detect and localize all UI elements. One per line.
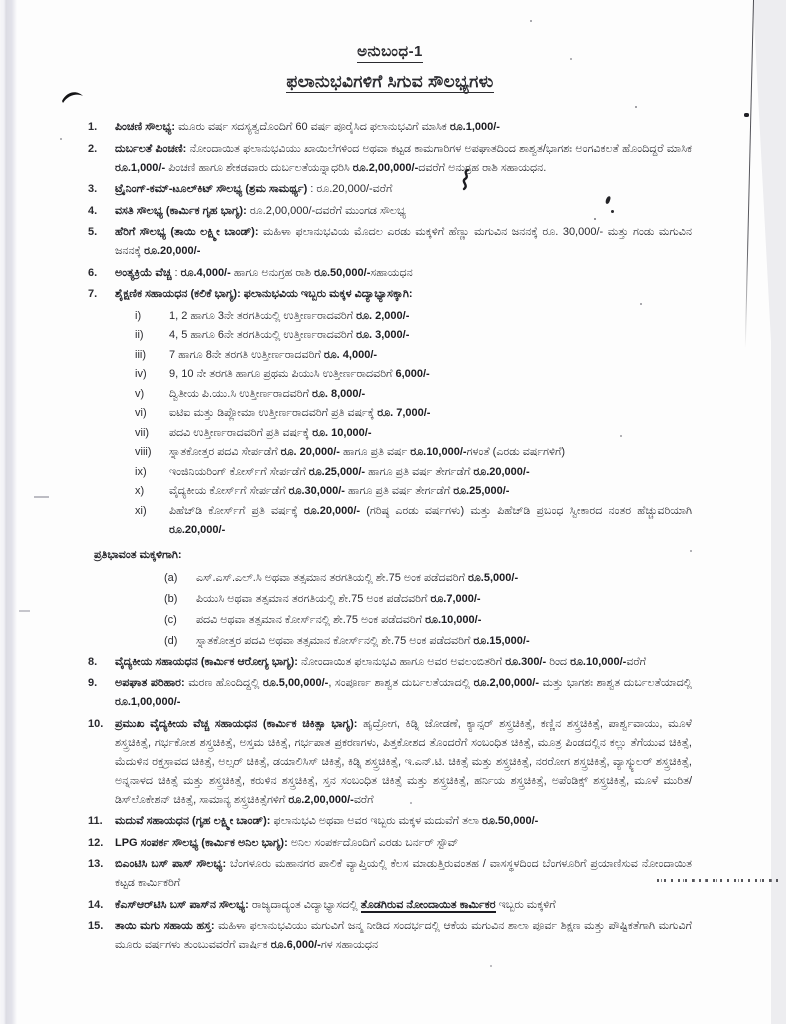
document-title: ಅನುಬಂಧ-1 [357,42,423,63]
item-marker: (c) [164,613,177,626]
list-item [88,202,692,221]
item-marker: vii) [135,426,150,439]
item-marker: iv) [135,368,147,380]
item-marker: 12. [88,836,104,849]
list-item [88,590,692,609]
item-text: ಪದವಿ ಅಥವಾ ತತ್ಸಮಾನ ಕೋರ್ಸ್‌ನಲ್ಲಿ ಶೇ.75 ಅಂಕ ಪಡೆದವರಿಗೆ ರೂ.10,000/- [196,613,482,626]
item-marker: 10. [88,717,104,730]
scan-left-edge [0,0,17,1024]
list-item [88,502,692,540]
item-marker: (d) [164,634,178,647]
item-marker: (b) [164,592,178,605]
document-subtitle-wrap [88,72,692,94]
title-block [88,42,692,94]
list-item [88,632,692,651]
item-marker: 14. [88,898,104,911]
item-text: ದುರ್ಬಲತೆ ಪಿಂಚಣಿ: ನೋಂದಾಯಿತ ಫಲಾನುಭವಿಯು ಖಾಯಿಲೆಗಳಿಂದ ಅಥವಾ ಕಟ್ಟಡ ಕಾಮಗಾರಿಗಳ ಅಪಘಾತದಿಂದ ಶಾಶ್ವತ/ಭಾಗಶಃ ಅಂಗವಿಕಲತೆ ಹೊಂದಿದ್ದರೆ ಮಾಸಿಕ ರೂ.1,000/- ಪಿಂಚಣಿ ಹಾಗೂ ಶೇಕಡವಾರು ದುರ್ಬಲತೆಯನ್ನಾಧರಿಸಿ ರೂ.2,00,000/-ದವರೆಗೆ ಅನುಗ್ರಹ ರಾಶಿ ಸಹಾಯಧನ. [115,142,692,174]
item-marker: 13. [88,858,104,870]
scan-dash-artifact [19,610,30,612]
item-marker: x) [135,485,145,497]
list-item [88,812,692,831]
item-marker: ii) [135,329,144,341]
document-body [88,42,692,958]
item-text: ಹೆರಿಗೆ ಸೌಲಭ್ಯ (ತಾಯಿ ಲಕ್ಷ್ಮೀ ಬಾಂಡ್): ಮಹಿಳಾ ಫಲಾನುಭವಿಯ ಮೊದಲ ಎರಡು ಮಕ್ಕಳಿಗೆ ಹೆಣ್ಣು ಮಗುವಿನ ಜನನಕ್ಕೆ ರೂ. 30,000/- ಮತ್ತು ಗಂಡು ಮಗುವಿನ ಜನನಕ್ಕೆ ರೂ.20,000/- [115,226,692,257]
paper-edge-line [744,0,754,348]
scan-dots-artifact [657,879,779,882]
item-text: ಮದುವೆ ಸಹಾಯಧನ (ಗೃಹ ಲಕ್ಷ್ಮೀ ಬಾಂಡ್): ಫಲಾನುಭವಿ ಅಥವಾ ಅವರ ಇಬ್ಬರು ಮಕ್ಕಳ ಮದುವೆಗೆ ತಲಾ ರೂ.50,000/- [115,815,539,827]
item-text: 7 ಹಾಗೂ 8ನೇ ತರಗತಿ ಉತ್ತೀರ್ಣರಾದವರಿಗೆ ರೂ. 4,000/- [169,348,378,361]
item-text: 4, 5 ಹಾಗೂ 6ನೇ ತರಗತಿಯಲ್ಲಿ ಉತ್ತೀರ್ಣರಾದವರಿಗೆ ರೂ. 3,000/- [169,329,410,341]
list-item [88,424,692,443]
item-text: ಶೈಕ್ಷಣಿಕ ಸಹಾಯಧನ (ಕಲಿಕೆ ಭಾಗ್ಯ): ಫಲಾನುಭವಿಯ ಇಬ್ಬರು ಮಕ್ಕಳ ವಿದ್ಯಾಭ್ಯಾಸಕ್ಕಾಗಿ: [115,288,413,300]
list-item [88,118,692,137]
item-marker: xi) [135,504,147,517]
item-marker: 2. [88,142,98,155]
list-item [88,223,692,261]
item-marker: (a) [164,571,178,584]
item-marker: 1. [88,121,98,133]
list-item [88,307,692,326]
item-text: ಬಿಎಂಟಿಸಿ ಬಸ್ ಪಾಸ್ ಸೌಲಭ್ಯ: ಬೆಂಗಳೂರು ಮಹಾನಗರ ಪಾಲಿಕೆ ವ್ಯಾಪ್ತಿಯಲ್ಲಿ ಕೆಲಸ ಮಾಡುತ್ತಿರುವಂತಹ / ವಾಸಸ್ಥಳದಿಂದ ಬೆಂಗಳೂರಿಗೆ ಪ್ರಯಾಣಿಸುವ ನೋಂದಾಯಿತ ಕಟ್ಟಡ ಕಾರ್ಮಿಕರಿಗೆ [115,858,692,889]
item-text: ಐಟಿಐ ಮತ್ತು ಡಿಪ್ಲೋಮಾ ಉತ್ತೀರ್ಣರಾದವರಿಗೆ ಪ್ರತಿ ವರ್ಷಕ್ಕೆ ರೂ. 7,000/- [169,407,431,419]
item-marker: iii) [135,348,146,361]
list-item [88,346,692,365]
item-marker: 7. [88,288,98,300]
list-item [88,482,692,501]
scan-dot-artifact [744,113,749,117]
list-item [88,285,692,304]
scan-right-wedge [753,0,771,342]
item-marker: vi) [135,407,147,419]
scan-speckle-noise [530,20,532,22]
pen-dot-mark [611,210,614,213]
list-item [88,674,692,712]
list-item [88,463,692,482]
list-item [88,653,692,672]
item-marker: 3. [88,183,98,195]
list-item [88,896,692,915]
list-item [88,834,692,853]
item-text: LPG ಸಂಪರ್ಕ ಸೌಲಭ್ಯ (ಕಾರ್ಮಿಕ ಅನಿಲ ಭಾಗ್ಯ): ಅನಿಲ ಸಂಪರ್ಕದೊಂದಿಗೆ ಎರಡು ಬರ್ನರ್ ಸ್ಟೌವ್ [115,836,459,849]
item-text: ಕೆಎಸ್‌ಆರ್‌ಟಿಸಿ ಬಸ್ ಪಾಸ್‌ನ ಸೌಲಭ್ಯ: ರಾಜ್ಯದಾದ್ಯಂತ ವಿದ್ಯಾಭ್ಯಾಸದಲ್ಲಿ ತೊಡಗಿರುವ ನೋಂದಾಯಿತ ಕಾರ್ಮಿಕರ ಇಬ್ಬರು ಮಕ್ಕಳಿಗೆ [115,898,556,911]
list-item [88,326,692,345]
item-marker: 8. [88,655,98,668]
item-text: ಪದವಿ ಉತ್ತೀರ್ಣರಾದವರಿಗೆ ಪ್ರತಿ ವರ್ಷಕ್ಕೆ ರೂ. 10,000/- [169,426,372,439]
list-item [88,443,692,462]
list-item [88,264,692,283]
list-item [88,385,692,404]
item-marker: 6. [88,266,98,279]
item-text: ಪ್ರತಿಭಾವಂತ ಮಕ್ಕಳಿಗಾಗಿ: [94,548,182,561]
item-marker: 11. [88,815,103,827]
scan-right-margin [771,0,786,1024]
list-item [88,365,692,384]
item-marker: 15. [88,920,104,932]
list-item [88,855,692,893]
scan-dash-artifact [34,496,49,498]
pen-crescent-mark [60,89,86,105]
item-text: ವೈದ್ಯಕೀಯ ಕೋರ್ಸ್‌ಗೆ ಸೇರ್ಪಡೆಗೆ ರೂ.30,000/- ಹಾಗೂ ಪ್ರತಿ ವರ್ಷ ತೇರ್ಗಡೆಗೆ ರೂ.25,000/- [169,485,510,497]
item-text: ದ್ವಿತೀಯ ಪಿ.ಯು.ಸಿ ಉತ್ತೀರ್ಣರಾದವರಿಗೆ ರೂ. 8,000/- [169,387,366,400]
item-marker: 5. [88,226,98,238]
item-text: ಸ್ನಾತಕೋತ್ತರ ಪದವಿ ಅಥವಾ ತತ್ಸಮಾನ ಕೋರ್ಸ್‌ನಲ್ಲಿ ಶೇ.75 ಅಂಕ ಪಡೆದವರಿಗೆ ರೂ.15,000/- [196,634,530,647]
item-text: ಪಿಂಚಣಿ ಸೌಲಭ್ಯ: ಮೂರು ವರ್ಷ ಸದಸ್ಯತ್ವದೊಂದಿಗೆ 60 ವರ್ಷ ಪೂರೈಸಿದ ಫಲಾನುಭವಿಗೆ ಮಾಸಿಕ ರೂ.1,000/- [115,121,500,133]
list-item [88,180,692,199]
list-item [88,917,692,955]
item-text: 1, 2 ಹಾಗೂ 3ನೇ ತರಗತಿಯಲ್ಲಿ ಉತ್ತೀರ್ಣರಾದವರಿಗೆ ರೂ. 2,000/- [169,309,410,322]
item-marker: 4. [88,204,98,217]
section-subheading [88,546,692,565]
item-marker: v) [135,387,145,400]
item-marker: ix) [135,465,147,478]
item-text: ಅಂತ್ಯಕ್ರಿಯೆ ವೆಚ್ಚ : ರೂ.4,000/- ಹಾಗೂ ಅನುಗ್ರಹ ರಾಶಿ ರೂ.50,000/-ಸಹಾಯಧನ [115,266,413,279]
item-text: ಟ್ರೈನಿಂಗ್-ಕಮ್-ಟೂಲ್‌ಕಿಟ್ ಸೌಲಭ್ಯ (ಶ್ರಮ ಸಾಮರ್ಥ್ಯ) : ರೂ.20,000/-ವರೆಗೆ [115,183,393,195]
item-text: ಇಂಜಿನಿಯರಿಂಗ್ ಕೋರ್ಸ್‌ಗೆ ಸೇರ್ಪಡೆಗೆ ರೂ.25,000/- ಹಾಗೂ ಪ್ರತಿ ವರ್ಷ ತೇರ್ಗಡೆಗೆ ರೂ.20,000/- [169,465,530,478]
list-item [88,140,692,178]
item-text: ಸ್ನಾತಕೋತ್ತರ ಪದವಿ ಸೇರ್ಪಡೆಗೆ ರೂ. 20,000/- ಹಾಗೂ ಪ್ರತಿ ವರ್ಷ ರೂ.10,000/-ಗಳಂತೆ (ಎರಡು ವರ್ಷಗಳಿಗೆ) [169,446,566,458]
item-text: ಎಸ್.ಎಸ್.ಎಲ್.ಸಿ ಅಥವಾ ತತ್ಸಮಾನ ತರಗತಿಯಲ್ಲಿ ಶೇ.75 ಅಂಕ ಪಡೆದವರಿಗೆ ರೂ.5,000/- [196,571,519,584]
list-item [88,715,692,810]
item-marker: viii) [135,446,152,458]
benefits-list [88,118,692,955]
item-text: ಪಿಯುಸಿ ಅಥವಾ ತತ್ಸಮಾನ ತರಗತಿಯಲ್ಲಿ ಶೇ.75 ಅಂಕ ಪಡೆದವರಿಗೆ ರೂ.7,000/- [196,592,481,605]
item-text: ಪ್ರಮುಖ ವೈದ್ಯಕೀಯ ವೆಚ್ಚ ಸಹಾಯಧನ (ಕಾರ್ಮಿಕ ಚಿಕಿತ್ಸಾ ಭಾಗ್ಯ): ಹೃದ್ರೋಗ, ಕಿಡ್ನಿ ಜೋಡಣೆ, ಕ್ಯಾನ್ಸರ್ ಶಸ್ತ್ರಚಿಕಿತ್ಸೆ, ಕಣ್ಣಿನ ಶಸ್ತ್ರಚಿಕಿತ್ಸೆ, ಪಾರ್ಶ್ವವಾಯು, ಮೂಳೆ ಶಸ್ತ್ರಚಿಕಿತ್ಸೆ, ಗರ್ಭಕೋಶ ಶಸ್ತ್ರಚಿಕಿತ್ಸೆ, ಅಸ್ತಮ ಚಿಕಿತ್ಸೆ, ಗರ್ಭಪಾತ ಪ್ರಕರಣಗಳು, ಪಿತ್ತಕೋಶದ ತೊಂದರೆಗೆ ಸಂಬಂಧಿತ ಚಿಕಿತ್ಸೆ, ಮೂತ್ರ ಪಿಂಡದಲ್ಲಿನ ಕಲ್ಲು ತೆಗೆಯುವ ಚಿಕಿತ್ಸೆ, ಮೆದುಳಿನ ರಕ್ತಸ್ರಾವದ ಚಿಕಿತ್ಸೆ, ಅಲ್ಸರ್ ಚಿಕಿತ್ಸೆ, ಡಯಾಲಿಸಿಸ್ ಚಿಕಿತ್ಸೆ, ಕಿಡ್ನಿ ಶಸ್ತ್ರಚಿಕಿತ್ಸೆ, ಇ.ಎನ್.ಟಿ. ಚಿಕಿತ್ಸೆ ಮತ್ತು ಶಸ್ತ್ರಚಿಕಿತ್ಸೆ, ನರರೋಗ ಶಸ್ತ್ರಚಿಕಿತ್ಸೆ, ವ್ಯಾಸ್ಕ್ಯುಲರ್ ಶಸ್ತ್ರಚಿಕಿತ್ಸೆ, ಅನ್ನನಾಳದ ಚಿಕಿತ್ಸೆ ಮತ್ತು ಶಸ್ತ್ರಚಿಕಿತ್ಸೆ, ಕರುಳಿನ ಶಸ್ತ್ರಚಿಕಿತ್ಸೆ, ಸ್ತನ ಸಂಬಂಧಿತ ಚಿಕಿತ್ಸೆ ಮತ್ತು ಶಸ್ತ್ರಚಿಕಿತ್ಸೆ, ಹರ್ನಿಯ ಶಸ್ತ್ರಚಿಕಿತ್ಸೆ, ಅಪೆಂಡಿಕ್ಸ್ ಶಸ್ತ್ರಚಿಕಿತ್ಸೆ, ಮೂಳೆ ಮುರಿತ/ಡಿಸ್‌ಲೊಕೇಶನ್ ಚಿಕಿತ್ಸೆ, ಸಾಮಾನ್ಯ ಶಸ್ತ್ರಚಿಕಿತ್ಸೆಗಳಿಗೆ ರೂ.2,00,000/-ವರೆಗೆ [115,717,692,806]
item-marker: i) [135,309,142,322]
list-item [88,611,692,630]
list-item [88,569,692,588]
item-text: ಪಿಹೆಚ್‌ಡಿ ಕೋರ್ಸ್‌ಗೆ ಪ್ರತಿ ವರ್ಷಕ್ಕೆ ರೂ.20,000/- (ಗರಿಷ್ಠ ಎರಡು ವರ್ಷಗಳು) ಮತ್ತು ಪಿಹೆಚ್‌ಡಿ ಪ್ರಬಂಧ ಸ್ವೀಕಾರದ ನಂತರ ಹೆಚ್ಚುವರಿಯಾಗಿ ರೂ.20,000/- [169,504,692,536]
item-text: ತಾಯಿ ಮಗು ಸಹಾಯ ಹಸ್ತ: ಮಹಿಳಾ ಫಲಾನುಭವಿಯು ಮಗುವಿಗೆ ಜನ್ಮ ನೀಡಿದ ಸಂದರ್ಭದಲ್ಲಿ ಆಕೆಯ ಮಗುವಿನ ಶಾಲಾ ಪೂರ್ವ ಶಿಕ್ಷಣ ಮತ್ತು ಪೌಷ್ಟಿಕತೆಗಾಗಿ ಮಗುವಿಗೆ ಮೂರು ವರ್ಷಗಳು ತುಂಬುವವರೆಗೆ ವಾರ್ಷಿಕ ರೂ.6,000/-ಗಳ ಸಹಾಯಧನ [115,920,692,951]
item-text: 9, 10 ನೇ ತರಗತಿ ಹಾಗೂ ಪ್ರಥಮ ಪಿಯುಸಿ ಉತ್ತೀರ್ಣರಾದವರಿಗೆ 6,000/- [169,368,430,380]
list-item [88,404,692,423]
item-text: ಅಪಘಾತ ಪರಿಹಾರ: ಮರಣ ಹೊಂದಿದ್ದಲ್ಲಿ ರೂ.5,00,000/-, ಸಂಪೂರ್ಣ ಶಾಶ್ವತ ದುರ್ಬಲತೆಯಾದಲ್ಲಿ ರೂ.2,00,000/- ಮತ್ತು ಭಾಗಶಃ ಶಾಶ್ವತ ದುರ್ಬಲತೆಯಾದಲ್ಲಿ ರೂ.1,00,000/- [115,677,692,708]
pen-squiggle-mark [460,168,472,192]
item-text: ವೈದ್ಯಕೀಯ ಸಹಾಯಧನ (ಕಾರ್ಮಿಕ ಆರೋಗ್ಯ ಭಾಗ್ಯ): ನೋಂದಾಯಿತ ಫಲಾನುಭವಿ ಹಾಗೂ ಅವರ ಅವಲಂಬಿತರಿಗೆ ರೂ.300/- ರಿಂದ ರೂ.10,000/-ವರೆಗೆ [115,655,647,668]
document-subtitle: ಫಲಾನುಭವಿಗಳಿಗೆ ಸಿಗುವ ಸೌಲಭ್ಯಗಳು [286,72,494,91]
item-marker: 9. [88,677,98,689]
item-text: ವಸತಿ ಸೌಲಭ್ಯ (ಕಾರ್ಮಿಕ ಗೃಹ ಭಾಗ್ಯ): ರೂ.2,00,000/-ದವರೆಗೆ ಮುಂಗಡ ಸೌಲಭ್ಯ [115,204,407,217]
